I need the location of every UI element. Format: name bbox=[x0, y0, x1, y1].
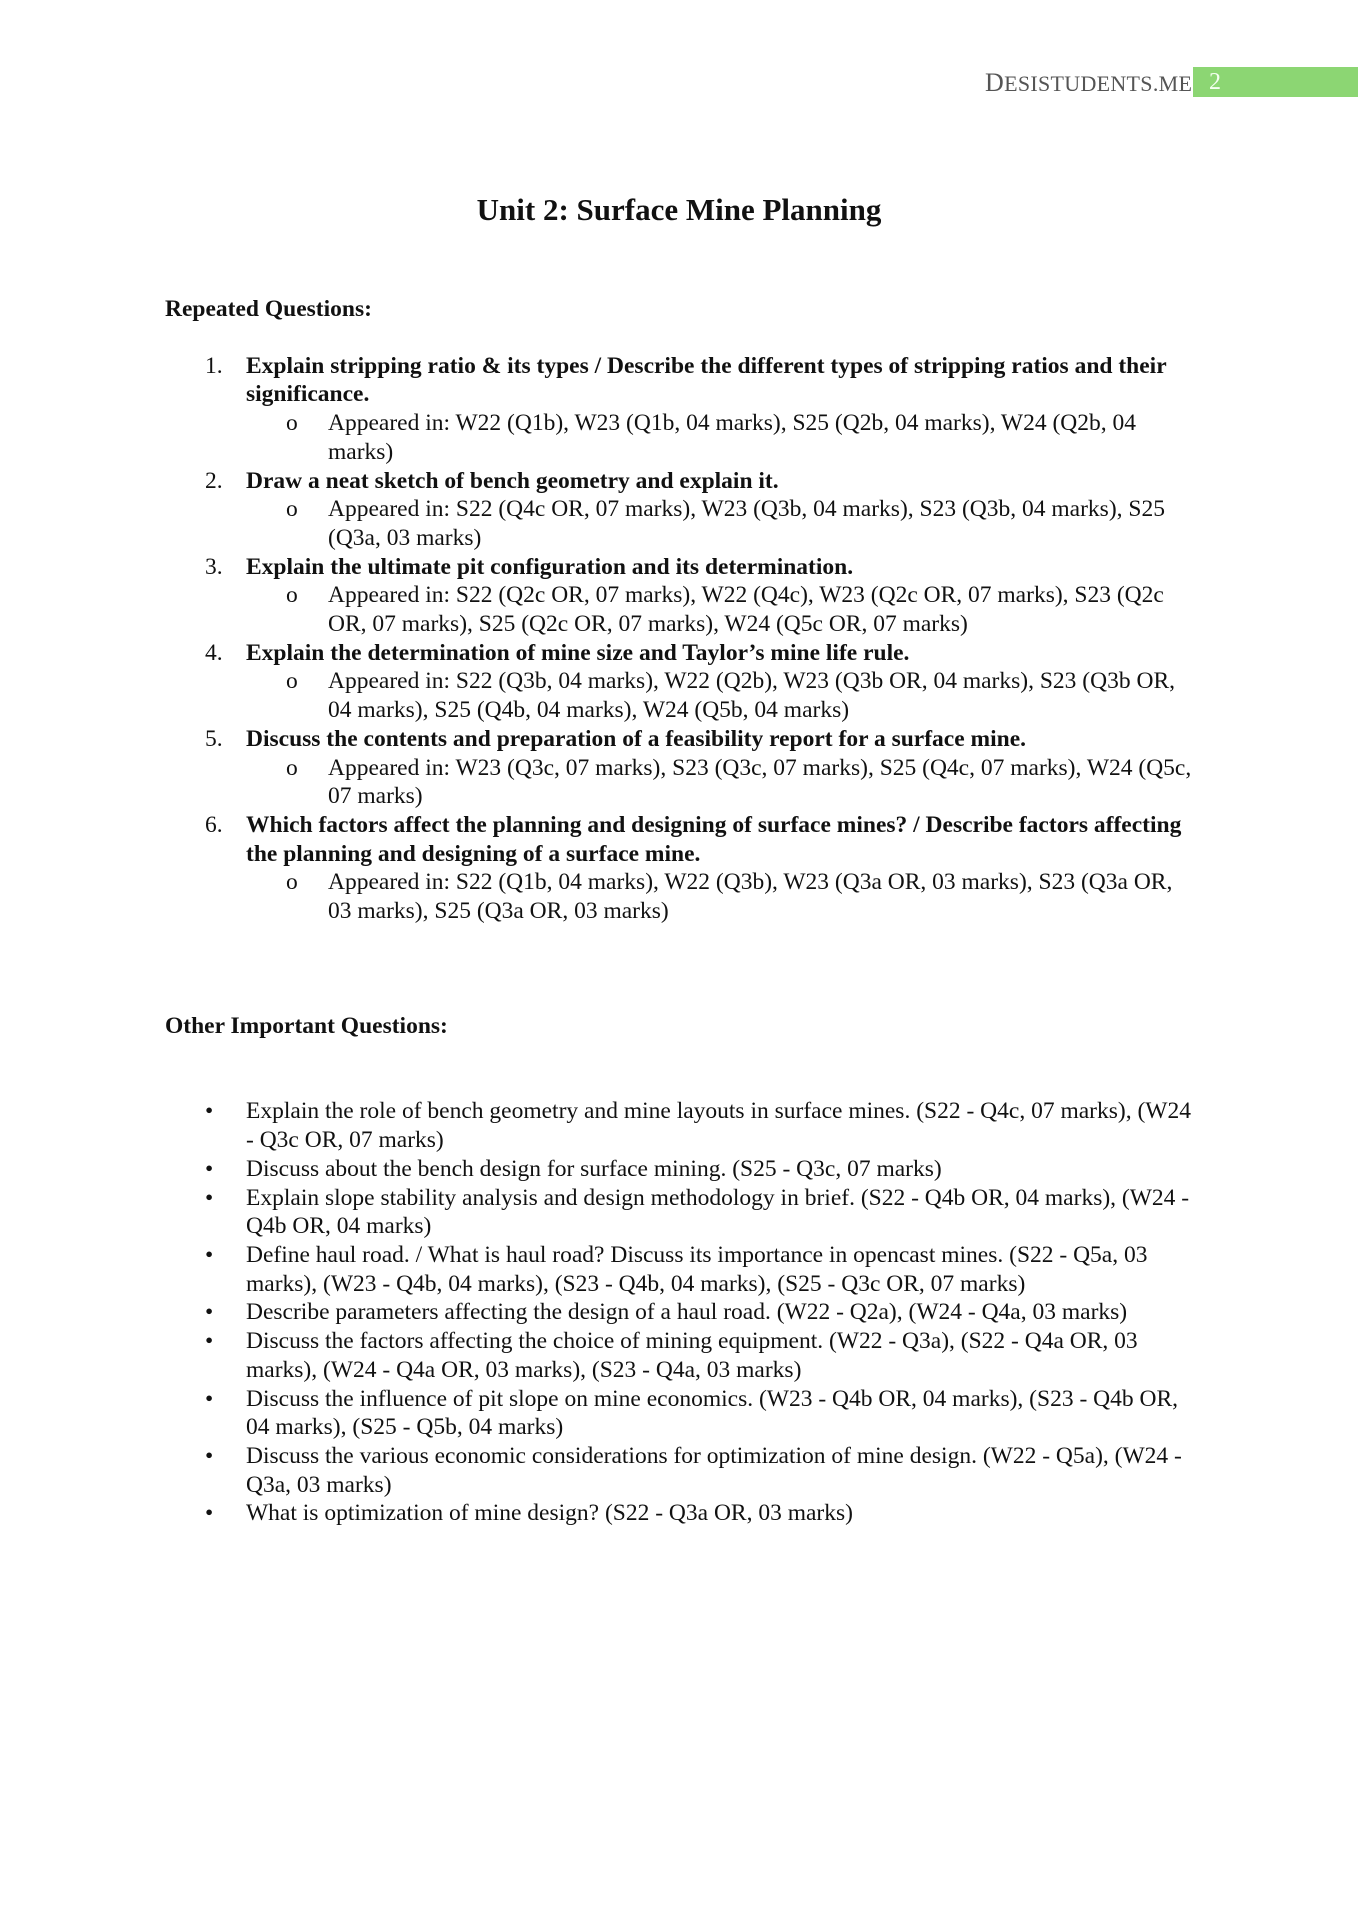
circle-bullet-icon: o bbox=[286, 754, 298, 781]
circle-bullet-icon: o bbox=[286, 869, 298, 896]
question-number: 3. bbox=[205, 553, 223, 580]
appeared-in bbox=[246, 581, 1195, 638]
other-question-text: Explain the role of bench geometry and mine layouts in surface mines. (S22 - Q4c, 07 marks), (W24 - Q3c OR, 07 marks) bbox=[246, 1098, 1191, 1154]
question-text: Explain the determination of mine size and Taylor’s mine life rule. bbox=[246, 639, 910, 666]
question-number: 2. bbox=[205, 467, 223, 494]
document-body bbox=[165, 295, 1195, 1528]
bullet-icon: • bbox=[205, 1442, 214, 1469]
bullet-icon: • bbox=[205, 1155, 214, 1182]
page-title: Unit 2: Surface Mine Planning bbox=[476, 192, 882, 227]
other-question-text: Discuss the factors affecting the choice of mining equipment. (W22 - Q3a), (S22 - Q4a OR, 03 marks), (W24 - Q4a OR, 03 marks), (S23 - Q4a, 03 marks) bbox=[246, 1328, 1138, 1383]
question-text: Explain stripping ratio & its types / Describe the different types of stripping ratios and their significance. bbox=[246, 352, 1167, 408]
site-name bbox=[985, 68, 1192, 98]
other-question-text: Discuss the various economic considerations for optimization of mine design. (W22 - Q5a), (W24 - Q3a, 03 marks) bbox=[246, 1442, 1182, 1498]
question-number: 5. bbox=[205, 725, 223, 752]
appeared-text: Appeared in: S22 (Q2c OR, 07 marks), W22 (Q4c), W23 (Q2c OR, 07 marks), S23 (Q2c OR, 07 marks), S25 (Q2c OR, 07 marks), W24 (Q5c OR, 07 marks) bbox=[328, 582, 1164, 638]
question-number: 1. bbox=[205, 352, 223, 379]
repeated-question bbox=[165, 725, 1195, 811]
appeared-in bbox=[246, 409, 1195, 466]
appeared-text: Appeared in: W23 (Q3c, 07 marks), S23 (Q3c, 07 marks), S25 (Q4c, 07 marks), W24 (Q5c, 07 marks) bbox=[328, 754, 1192, 810]
other-question-text: Describe parameters affecting the design of a haul road. (W22 - Q2a), (W24 - Q4a, 03 marks) bbox=[246, 1299, 1128, 1326]
page-number: 2 bbox=[1209, 69, 1221, 95]
appeared-text: Appeared in: S22 (Q3b, 04 marks), W22 (Q2b), W23 (Q3b OR, 04 marks), S23 (Q3b OR, 04 marks), S25 (Q4b, 04 marks), W24 (Q5b, 04 marks) bbox=[328, 668, 1175, 724]
other-question-text: Discuss about the bench design for surface mining. (S25 - Q3c, 07 marks) bbox=[246, 1155, 942, 1182]
other-question-text: What is optimization of mine design? (S22 - Q3a OR, 03 marks) bbox=[246, 1500, 853, 1527]
appeared-text: Appeared in: W22 (Q1b), W23 (Q1b, 04 marks), S25 (Q2b, 04 marks), W24 (Q2b, 04 marks) bbox=[328, 410, 1137, 465]
other-question-text: Explain slope stability analysis and design methodology in brief. (S22 - Q4b OR, 04 marks), (W24 - Q4b OR, 04 marks) bbox=[246, 1184, 1190, 1240]
page-number-bar bbox=[1193, 67, 1358, 97]
repeated-question bbox=[165, 467, 1195, 553]
other-question bbox=[165, 1327, 1195, 1384]
repeated-question bbox=[165, 639, 1195, 725]
circle-bullet-icon: o bbox=[286, 582, 298, 609]
site-name-initial: D bbox=[985, 68, 1005, 97]
circle-bullet-icon: o bbox=[286, 668, 298, 695]
repeated-list bbox=[165, 352, 1195, 926]
bullet-icon: • bbox=[205, 1098, 214, 1125]
question-number: 6. bbox=[205, 811, 223, 838]
bullet-icon: • bbox=[205, 1241, 214, 1268]
appeared-in bbox=[246, 868, 1195, 925]
appeared-text: Appeared in: S22 (Q4c OR, 07 marks), W23 (Q3b, 04 marks), S23 (Q3b, 04 marks), S25 (Q3a, 03 marks) bbox=[328, 496, 1165, 551]
appeared-text: Appeared in: S22 (Q1b, 04 marks), W22 (Q3b), W23 (Q3a OR, 03 marks), S23 (Q3a OR, 03 marks), S25 (Q3a OR, 03 marks) bbox=[328, 869, 1173, 925]
other-question bbox=[165, 1385, 1195, 1442]
bullet-icon: • bbox=[205, 1500, 214, 1527]
other-list bbox=[165, 1097, 1195, 1528]
other-question-text: Discuss the influence of pit slope on mine economics. (W23 - Q4b OR, 04 marks), (S23 - Q4b OR, 04 marks), (S25 - Q5b, 04 marks) bbox=[246, 1385, 1179, 1441]
other-question bbox=[165, 1155, 1195, 1184]
appeared-in bbox=[246, 667, 1195, 724]
other-question bbox=[165, 1184, 1195, 1241]
question-text: Discuss the contents and preparation of a feasibility report for a surface mine. bbox=[246, 725, 1027, 752]
repeated-heading: Repeated Questions: bbox=[165, 296, 372, 322]
repeated-question bbox=[165, 553, 1195, 639]
repeated-question bbox=[165, 352, 1195, 467]
appeared-in bbox=[246, 754, 1195, 811]
bullet-icon: • bbox=[205, 1328, 214, 1355]
bullet-icon: • bbox=[205, 1385, 214, 1412]
question-number: 4. bbox=[205, 639, 223, 666]
bullet-icon: • bbox=[205, 1184, 214, 1211]
site-name-rest: ESISTUDENTS.ME bbox=[1004, 71, 1193, 96]
circle-bullet-icon: o bbox=[286, 496, 298, 523]
other-heading: Other Important Questions: bbox=[165, 1012, 448, 1039]
other-question bbox=[165, 1499, 1195, 1528]
question-text: Explain the ultimate pit configuration and its determination. bbox=[246, 553, 854, 580]
other-question bbox=[165, 1298, 1195, 1327]
circle-bullet-icon: o bbox=[286, 410, 298, 437]
question-text: Draw a neat sketch of bench geometry and explain it. bbox=[246, 467, 779, 494]
other-question-text: Define haul road. / What is haul road? Discuss its importance in opencast mines. (S22 - Q5a, 03 marks), (W23 - Q4b, 04 marks), (S23 - Q4b, 04 marks), (S25 - Q3c OR, 07 marks) bbox=[246, 1241, 1148, 1297]
repeated-question bbox=[165, 811, 1195, 926]
other-question bbox=[165, 1241, 1195, 1298]
appeared-in bbox=[246, 495, 1195, 552]
question-text: Which factors affect the planning and designing of surface mines? / Describe factors affecting the planning and designing of a surface mine. bbox=[246, 811, 1182, 867]
bullet-icon: • bbox=[205, 1299, 214, 1326]
other-question bbox=[165, 1097, 1195, 1154]
other-question bbox=[165, 1442, 1195, 1499]
